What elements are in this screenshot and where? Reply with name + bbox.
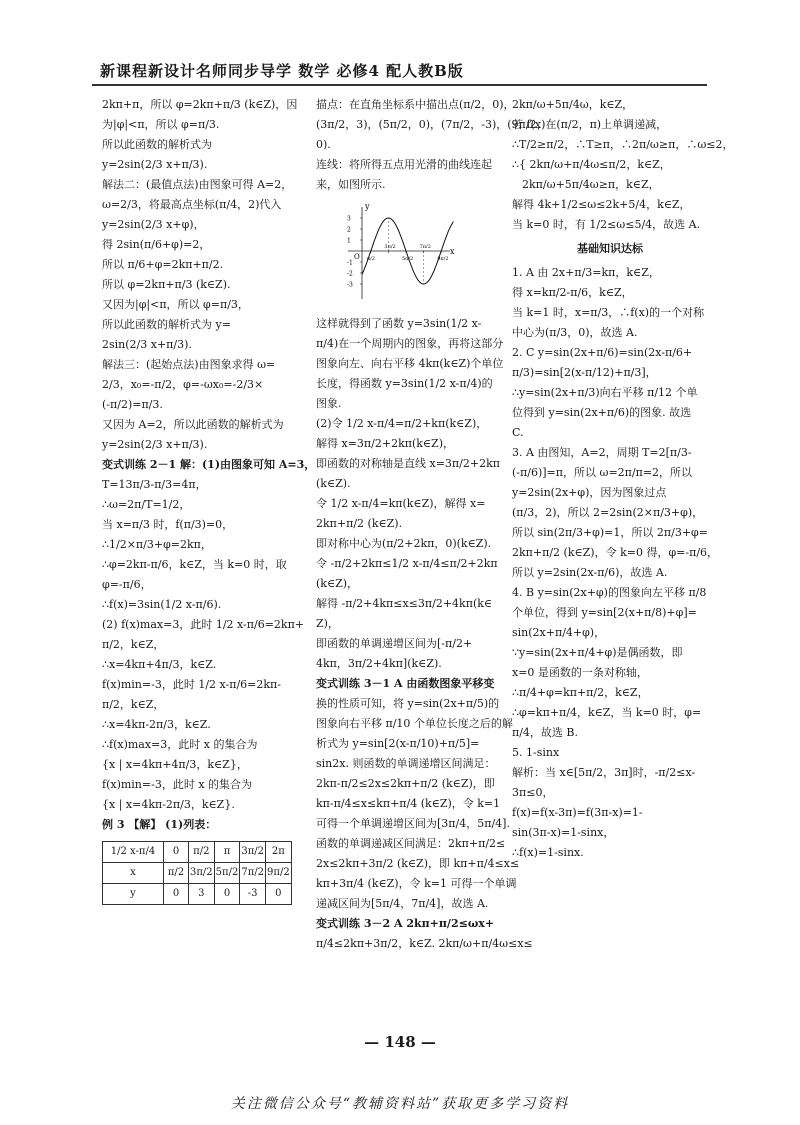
text-line: (-π/2)=π/3.: [102, 398, 163, 411]
text-line: 变式训练 2－1 解：(1)由图象可知 A=3，: [102, 458, 316, 471]
text-line: 所以 φ=2kπ+π/3 (k∈Z).: [102, 278, 231, 291]
text-line: y=2sin(2/3 x+φ)，: [102, 218, 205, 231]
text-line: 2kπ/ω+5π/4ω，k∈Z，: [512, 98, 634, 111]
table-cell: -3: [240, 884, 266, 905]
text-line: 2kπ-π/2≤2x≤2kπ+π/2 (k∈Z)，即: [316, 777, 495, 790]
text-line: ∴ω=2π/T=1/2，: [102, 498, 191, 511]
text-line: y=2sin(2/3 x+π/3).: [102, 438, 208, 451]
text-line: T=13π/3-π/3=4π，: [102, 478, 207, 491]
text-line: φ=-π/6，: [102, 578, 152, 591]
text-line: f(x)=f(x-3π)=f(3π-x)=1-: [512, 806, 643, 819]
table-cell: y: [103, 884, 164, 905]
text-line: (2)令 1/2 x-π/4=π/2+kπ(k∈Z)，: [316, 417, 488, 430]
text-line: x=0 是函数的一条对称轴，: [512, 666, 648, 679]
text-line: 图象向右平移 π/10 个单位长度之后的解: [316, 717, 513, 730]
text-line: ∴1/2×π/3+φ=2kπ，: [102, 538, 212, 551]
text-line: 当 k=0 时，有 1/2≤ω≤5/4，故选 A.: [512, 218, 701, 231]
y-tick-label: -3: [347, 281, 353, 289]
text-line: 2kπ+π，所以 φ=2kπ+π/3 (k∈Z)，因: [102, 98, 298, 111]
text-line: 所以此函数的解析式为: [102, 138, 212, 151]
table-cell: x: [103, 863, 164, 884]
text-line: π/4)在一个周期内的图象，再将这部分: [316, 337, 504, 350]
text-line: 0).: [316, 138, 331, 151]
table-cell: 0: [214, 884, 240, 905]
text-line: sin(3π-x)=1-sinx，: [512, 826, 615, 839]
table-cell: 5π/2: [214, 863, 240, 884]
text-line: 解法三：(起始点法)由图象求得 ω=: [102, 358, 276, 371]
text-line: 例 3 【解】 (1)列表：: [102, 818, 217, 831]
table-cell: 0: [266, 884, 292, 905]
text-line: π/4≤2kπ+3π/2，k∈Z. 2kπ/ω+π/4ω≤x≤: [316, 937, 533, 950]
left-column: [102, 95, 316, 905]
text-line: (k∈Z)，: [316, 577, 359, 590]
text-line: 解法二：(最值点法)由图象可得 A=2，: [102, 178, 293, 191]
text-line: 令 -π/2+2kπ≤1/2 x-π/4≤π/2+2kπ: [316, 557, 498, 570]
x-axis-label: x: [450, 247, 455, 256]
text-line: 即对称中心为(π/2+2kπ，0)(k∈Z).: [316, 537, 492, 550]
text-line: (π/3，2)，所以 2=2sin(2×π/3+φ)，: [512, 506, 704, 519]
text-line: 为|φ|<π，所以 φ=π/3.: [102, 118, 220, 131]
text-line: 当 k=1 时，x=π/3，∴f(x)的一个对称: [512, 306, 705, 319]
text-line: 位得到 y=sin(2x+π/6)的图象. 故选: [512, 406, 692, 419]
text-line: y=2sin(2/3 x+π/3).: [102, 158, 208, 171]
text-line: 所以 π/6+φ=2kπ+π/2.: [102, 258, 224, 271]
text-line: sin2x. 则函数的单调递增区间满足：: [316, 757, 496, 770]
text-line: ∴φ=2kπ-π/6，k∈Z，当 k=0 时，取: [102, 558, 287, 571]
text-line: sin(2x+π/4+φ)，: [512, 626, 606, 639]
text-line: 2. C y=sin(2x+π/6)=sin(2x-π/6+: [512, 346, 693, 359]
text-line: 所以 y=2sin(2x-π/6)，故选 A.: [512, 566, 668, 579]
y-tick-label: 3: [347, 215, 351, 223]
text-line: 中心为(π/3，0)，故选 A.: [512, 326, 638, 339]
text-line: 2/3，x₀=-π/2，φ=-ωx₀=-2/3×: [102, 378, 264, 391]
table-cell: 2π: [266, 842, 292, 863]
text-line: ∴y=sin(2x+π/3)向右平移 π/12 个单: [512, 386, 698, 399]
text-line: 所以 sin(2π/3+φ)=1，所以 2π/3+φ=: [512, 526, 708, 539]
text-line: {x | x=4kπ+4π/3，k∈Z}，: [102, 758, 248, 771]
x-tick-label: 9π/2: [437, 256, 449, 262]
text-line: 长度，得函数 y=3sin(1/2 x-π/4)的: [316, 377, 493, 390]
header-title: 新课程新设计名师同步导学 数学 必修4 配人教B版: [100, 62, 464, 80]
text-line: ∴x=4kπ-2π/3，k∈Z.: [102, 718, 211, 731]
text-line: 5. 1-sinx: [512, 746, 560, 759]
text-line: ∴f(x)=1-sinx.: [512, 846, 584, 859]
text-line: 令 1/2 x-π/4=kπ(k∈Z)，解得 x=: [316, 497, 486, 510]
text-line: 换的性质可知，将 y=sin(2x+π/5)的: [316, 697, 500, 710]
text-line: ∴f(x)max=3，此时 x 的集合为: [102, 738, 258, 751]
text-line: 函数的单调递减区间满足：2kπ+π/2≤: [316, 837, 506, 850]
text-line: 得 x=kπ/2-π/6，k∈Z，: [512, 286, 633, 299]
value-table: [102, 841, 292, 905]
x-tick-label: 5π/2: [402, 256, 414, 262]
text-line: f(x)min=-3，此时 x 的集合为: [102, 778, 253, 791]
text-line: 1. A 由 2x+π/3=kπ，k∈Z，: [512, 266, 660, 279]
text-line: 可得一个单调递增区间为[3π/4，5π/4].: [316, 817, 510, 830]
page-header: [92, 60, 707, 86]
text-line: 解得 x=3π/2+2kπ(k∈Z)，: [316, 437, 454, 450]
text-line: (2) f(x)max=3，此时 1/2 x-π/6=2kπ+: [102, 618, 305, 631]
text-line: 2kπ+π/2 (k∈Z).: [316, 517, 403, 530]
text-line: 当 x=π/3 时，f(π/3)=0，: [102, 518, 234, 531]
y-tick-label: -1: [347, 259, 353, 267]
table-cell: 1/2 x-π/4: [103, 842, 164, 863]
text-line: 图象向左、向右平移 4kπ(k∈Z)个单位: [316, 357, 504, 370]
text-line: kπ-π/4≤x≤kπ+π/4 (k∈Z)，令 k=1: [316, 797, 501, 810]
table-cell: 3π/2: [240, 842, 266, 863]
text-line: 图象.: [316, 397, 342, 410]
text-line: 4kπ，3π/2+4kπ](k∈Z).: [316, 657, 442, 670]
footer-note: 关注微信公众号“教辅资料站”获取更多学习资料: [230, 1096, 570, 1112]
y-tick-label: 1: [347, 237, 351, 245]
x-tick-label: π/2: [366, 256, 375, 262]
text-line: 变式训练 3－2 A 2kπ+π/2≤ωx+: [316, 917, 495, 930]
text-line: 2x≤2kπ+3π/2 (k∈Z)，即 kπ+π/4≤x≤: [316, 857, 520, 870]
text-line: 3π≤0，: [512, 786, 554, 799]
y-tick-label: -2: [347, 270, 353, 278]
text-line: ∴x=4kπ+4π/3，k∈Z.: [102, 658, 217, 671]
sine-graph: [346, 201, 456, 301]
text-line: ∴f(x)=3sin(1/2 x-π/6).: [102, 598, 222, 611]
text-line: 又因为|φ|<π，所以 φ=π/3，: [102, 298, 249, 311]
text-line: y=2sin(2x+φ)，因为图象过点: [512, 486, 667, 499]
table-cell: π: [214, 842, 240, 863]
text-line: 连线：将所得五点用光滑的曲线连起: [316, 158, 492, 171]
table-cell: 0: [164, 842, 189, 863]
text-line: 递减区间为[5π/4，7π/4]，故选 A.: [316, 897, 489, 910]
x-tick-label: 3π/2: [384, 244, 396, 250]
table-cell: 9π/2: [266, 863, 292, 884]
text-line: 解得 -π/2+4kπ≤x≤3π/2+4kπ(k∈: [316, 597, 493, 610]
text-line: 这样就得到了函数 y=3sin(1/2 x-: [316, 317, 482, 330]
text-line: Z)，: [316, 617, 339, 630]
text-line: ∴π/4+φ=kπ+π/2，k∈Z，: [512, 686, 649, 699]
text-line: ∴{ 2kπ/ω+π/4ω≤π/2，k∈Z，: [512, 158, 671, 171]
text-line: kπ+3π/4 (k∈Z)，令 k=1 可得一个单调: [316, 877, 517, 890]
text-line: 所以此函数的解析式为 y=: [102, 318, 231, 331]
text-line: 即函数的单调递增区间为[-π/2+: [316, 637, 473, 650]
text-line: 若 f(x)在(π/2，π)上单调递减，: [512, 118, 668, 131]
text-line: (-π/6)]=π，所以 ω=2π/π=2，所以: [512, 466, 693, 479]
page-number: — 148 —: [364, 1033, 436, 1051]
y-tick-label: 2: [347, 226, 351, 234]
text-line: 2sin(2/3 x+π/3).: [102, 338, 192, 351]
text-line: ω=2/3，将最高点坐标(π/4，2)代入: [102, 198, 282, 211]
text-line: 基础知识达标: [577, 242, 643, 255]
text-line: {x | x=4kπ-2π/3，k∈Z}.: [102, 798, 235, 811]
text-line: π/3)=sin[2(x-π/12)+π/3]，: [512, 366, 657, 379]
table-row: [103, 842, 292, 863]
text-line: 2kπ/ω+5π/4ω≥π，k∈Z，: [522, 178, 660, 191]
text-line: (3π/2，3)，(5π/2，0)，(7π/2，-3)，(9π/2，: [316, 118, 548, 131]
table-cell: 3π/2: [189, 863, 215, 884]
text-line: 变式训练 3－1 A 由函数图象平移变: [316, 677, 495, 690]
table-cell: 7π/2: [240, 863, 266, 884]
text-line: 来，如图所示.: [316, 178, 386, 191]
text-line: 4. B y=sin(2x+φ)的图象向左平移 π/8: [512, 586, 707, 599]
text-line: 得 2sin(π/6+φ)=2，: [102, 238, 211, 251]
text-line: (k∈Z).: [316, 477, 351, 490]
text-line: ∵y=sin(2x+π/4+φ)是偶函数，即: [512, 646, 683, 659]
text-line: 描点：在直角坐标系中描出点(π/2，0)，: [316, 98, 515, 111]
text-line: 又因为 A=2，所以此函数的解析式为: [102, 418, 284, 431]
right-column: [512, 95, 734, 863]
text-line: 个单位，得到 y=sin[2(x+π/8)+φ]=: [512, 606, 697, 619]
text-line: ∴T/2≥π/2，∴T≥π，∴2π/ω≥π，∴ω≤2，: [512, 138, 734, 151]
text-line: 解得 4k+1/2≤ω≤2k+5/4，k∈Z，: [512, 198, 691, 211]
text-line: π/2，k∈Z，: [102, 698, 165, 711]
table-cell: π/2: [189, 842, 215, 863]
y-axis-label: y: [365, 202, 370, 211]
table-row: [103, 884, 292, 905]
text-line: 3. A 由图知，A=2，周期 T=2[π/3-: [512, 446, 692, 459]
table-cell: 0: [164, 884, 189, 905]
text-line: π/2，k∈Z，: [102, 638, 165, 651]
text-line: 即函数的对称轴是直线 x=3π/2+2kπ: [316, 457, 500, 470]
x-tick-label: 7π/2: [419, 244, 431, 250]
text-line: 解析：当 x∈[5π/2，3π]时，-π/2≤x-: [512, 766, 696, 779]
table-row: [103, 863, 292, 884]
text-line: ∴φ=kπ+π/4，k∈Z，当 k=0 时，φ=: [512, 706, 702, 719]
table-cell: π/2: [164, 863, 189, 884]
text-line: C.: [512, 426, 524, 439]
text-line: f(x)min=-3，此时 1/2 x-π/6=2kπ-: [102, 678, 282, 691]
text-line: π/4，故选 B.: [512, 726, 579, 739]
text-line: 2kπ+π/2 (k∈Z)，令 k=0 得，φ=-π/6，: [512, 546, 719, 559]
origin-label: O: [354, 253, 360, 261]
text-line: 析式为 y=sin[2(x-π/10)+π/5]=: [316, 737, 480, 750]
table-cell: 3: [189, 884, 215, 905]
